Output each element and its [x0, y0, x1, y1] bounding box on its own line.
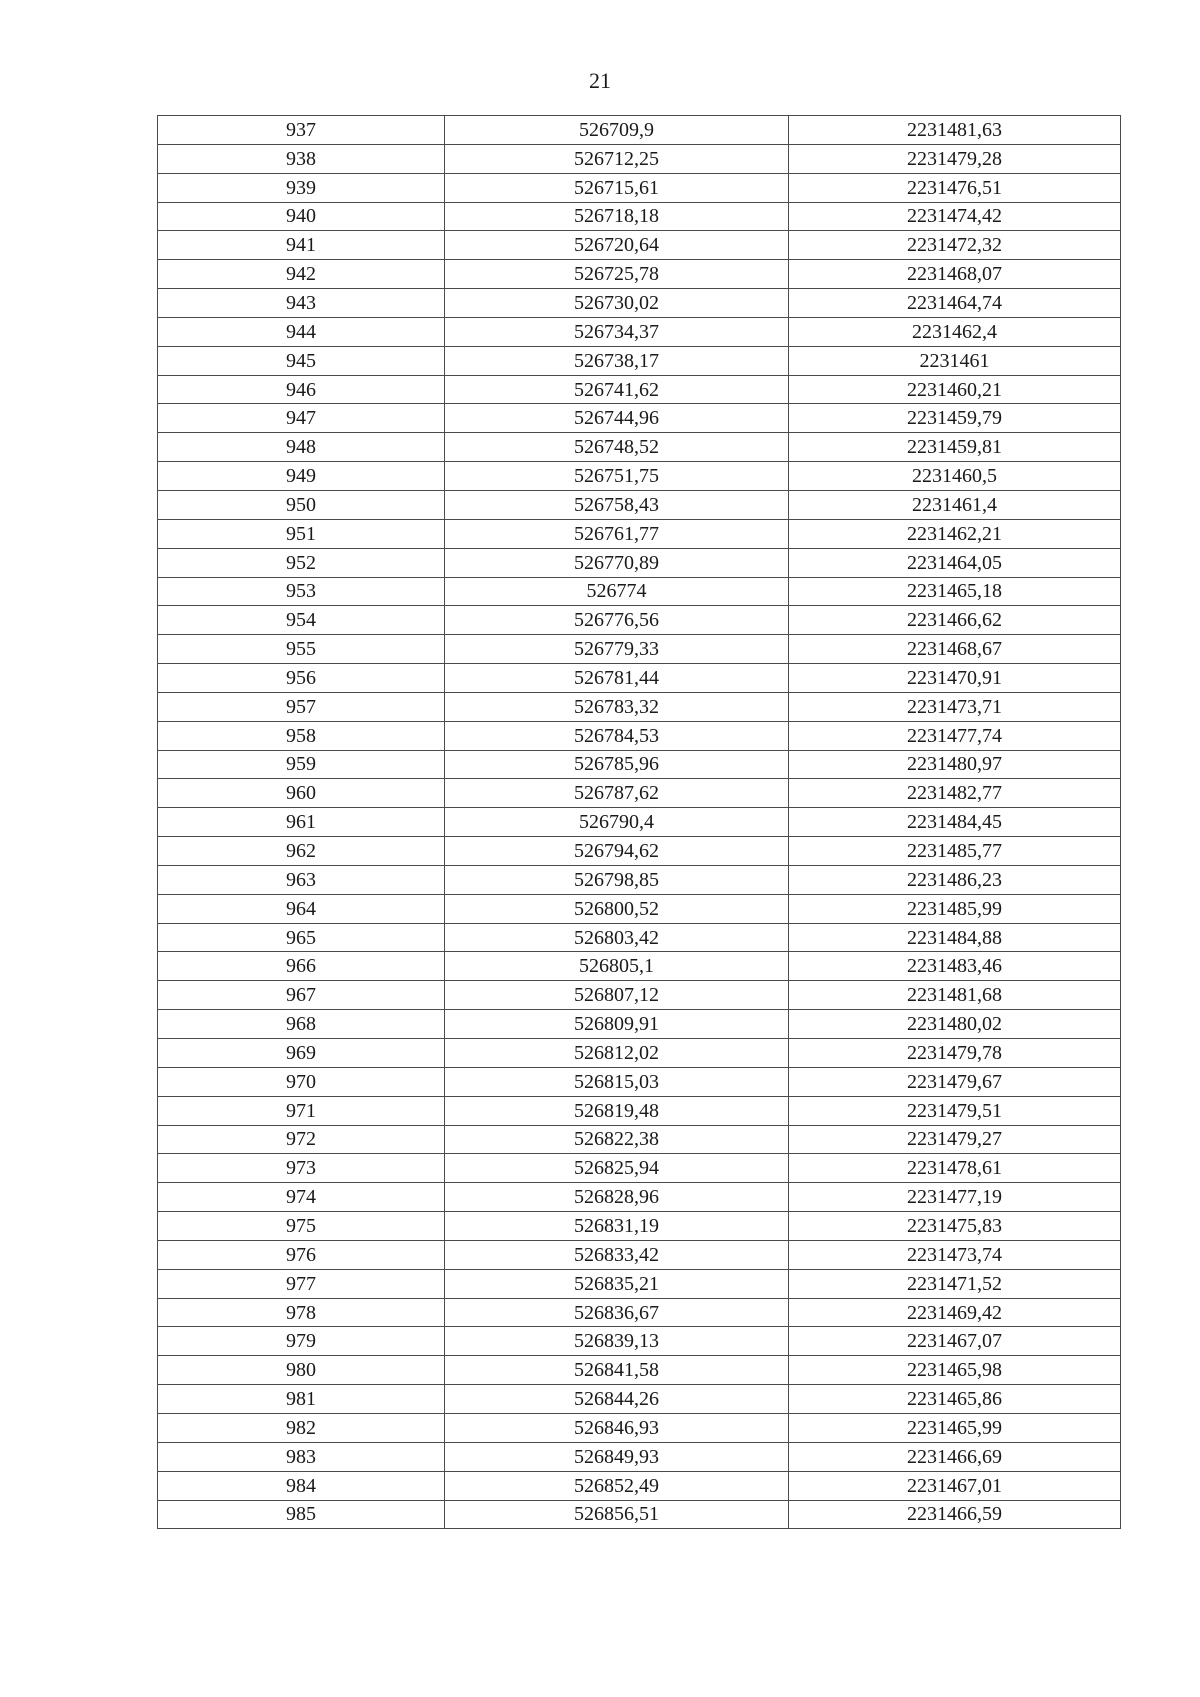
- y-coordinate-cell: 2231461,4: [789, 490, 1121, 519]
- point-number-cell: 979: [158, 1327, 445, 1356]
- x-coordinate-cell: 526758,43: [445, 490, 789, 519]
- table-row: [158, 519, 1121, 548]
- x-coordinate-cell: 526856,51: [445, 1500, 789, 1529]
- point-number-cell: 966: [158, 952, 445, 981]
- point-number-cell: 961: [158, 808, 445, 837]
- table-row: [158, 981, 1121, 1010]
- point-number-cell: 962: [158, 837, 445, 866]
- x-coordinate-cell: 526738,17: [445, 346, 789, 375]
- x-coordinate-cell: 526809,91: [445, 1010, 789, 1039]
- y-coordinate-cell: 2231460,5: [789, 462, 1121, 491]
- y-coordinate-cell: 2231469,42: [789, 1298, 1121, 1327]
- x-coordinate-cell: 526785,96: [445, 750, 789, 779]
- y-coordinate-cell: 2231473,74: [789, 1240, 1121, 1269]
- point-number-cell: 942: [158, 260, 445, 289]
- table-row: [158, 923, 1121, 952]
- table-row: [158, 548, 1121, 577]
- y-coordinate-cell: 2231471,52: [789, 1269, 1121, 1298]
- y-coordinate-cell: 2231465,99: [789, 1413, 1121, 1442]
- point-number-cell: 949: [158, 462, 445, 491]
- point-number-cell: 968: [158, 1010, 445, 1039]
- table-row: [158, 260, 1121, 289]
- table-row: [158, 1096, 1121, 1125]
- x-coordinate-cell: 526844,26: [445, 1385, 789, 1414]
- point-number-cell: 967: [158, 981, 445, 1010]
- y-coordinate-cell: 2231478,61: [789, 1154, 1121, 1183]
- y-coordinate-cell: 2231461: [789, 346, 1121, 375]
- table-row: [158, 750, 1121, 779]
- x-coordinate-cell: 526800,52: [445, 894, 789, 923]
- point-number-cell: 948: [158, 433, 445, 462]
- point-number-cell: 972: [158, 1125, 445, 1154]
- x-coordinate-cell: 526839,13: [445, 1327, 789, 1356]
- point-number-cell: 947: [158, 404, 445, 433]
- y-coordinate-cell: 2231459,81: [789, 433, 1121, 462]
- y-coordinate-cell: 2231479,67: [789, 1067, 1121, 1096]
- y-coordinate-cell: 2231479,28: [789, 144, 1121, 173]
- point-number-cell: 953: [158, 577, 445, 606]
- y-coordinate-cell: 2231466,62: [789, 606, 1121, 635]
- table-row: [158, 1125, 1121, 1154]
- table-row: [158, 116, 1121, 145]
- point-number-cell: 946: [158, 375, 445, 404]
- table-row: [158, 1442, 1121, 1471]
- point-number-cell: 958: [158, 721, 445, 750]
- table-row: [158, 490, 1121, 519]
- x-coordinate-cell: 526828,96: [445, 1183, 789, 1212]
- table-row: [158, 1500, 1121, 1529]
- table-row: [158, 952, 1121, 981]
- point-number-cell: 952: [158, 548, 445, 577]
- table-row: [158, 808, 1121, 837]
- y-coordinate-cell: 2231485,77: [789, 837, 1121, 866]
- y-coordinate-cell: 2231484,88: [789, 923, 1121, 952]
- x-coordinate-cell: 526836,67: [445, 1298, 789, 1327]
- table-row: [158, 1212, 1121, 1241]
- table-row: [158, 144, 1121, 173]
- x-coordinate-cell: 526779,33: [445, 635, 789, 664]
- y-coordinate-cell: 2231474,42: [789, 202, 1121, 231]
- y-coordinate-cell: 2231484,45: [789, 808, 1121, 837]
- point-number-cell: 943: [158, 289, 445, 318]
- table-row: [158, 692, 1121, 721]
- coordinates-table: [157, 115, 1121, 1529]
- x-coordinate-cell: 526718,18: [445, 202, 789, 231]
- table-row: [158, 606, 1121, 635]
- coordinates-table-body: [158, 116, 1121, 1529]
- point-number-cell: 954: [158, 606, 445, 635]
- table-row: [158, 289, 1121, 318]
- x-coordinate-cell: 526744,96: [445, 404, 789, 433]
- y-coordinate-cell: 2231462,4: [789, 317, 1121, 346]
- point-number-cell: 951: [158, 519, 445, 548]
- point-number-cell: 939: [158, 173, 445, 202]
- x-coordinate-cell: 526774: [445, 577, 789, 606]
- x-coordinate-cell: 526715,61: [445, 173, 789, 202]
- table-row: [158, 1067, 1121, 1096]
- table-row: [158, 317, 1121, 346]
- table-row: [158, 635, 1121, 664]
- point-number-cell: 985: [158, 1500, 445, 1529]
- table-row: [158, 1356, 1121, 1385]
- x-coordinate-cell: 526833,42: [445, 1240, 789, 1269]
- y-coordinate-cell: 2231477,74: [789, 721, 1121, 750]
- point-number-cell: 978: [158, 1298, 445, 1327]
- point-number-cell: 971: [158, 1096, 445, 1125]
- y-coordinate-cell: 2231481,63: [789, 116, 1121, 145]
- point-number-cell: 973: [158, 1154, 445, 1183]
- x-coordinate-cell: 526725,78: [445, 260, 789, 289]
- x-coordinate-cell: 526835,21: [445, 1269, 789, 1298]
- x-coordinate-cell: 526846,93: [445, 1413, 789, 1442]
- point-number-cell: 969: [158, 1039, 445, 1068]
- y-coordinate-cell: 2231475,83: [789, 1212, 1121, 1241]
- y-coordinate-cell: 2231470,91: [789, 664, 1121, 693]
- x-coordinate-cell: 526805,1: [445, 952, 789, 981]
- table-row: [158, 664, 1121, 693]
- x-coordinate-cell: 526812,02: [445, 1039, 789, 1068]
- table-row: [158, 1183, 1121, 1212]
- table-row: [158, 1010, 1121, 1039]
- x-coordinate-cell: 526748,52: [445, 433, 789, 462]
- table-row: [158, 404, 1121, 433]
- y-coordinate-cell: 2231480,97: [789, 750, 1121, 779]
- x-coordinate-cell: 526822,38: [445, 1125, 789, 1154]
- table-row: [158, 433, 1121, 462]
- x-coordinate-cell: 526852,49: [445, 1471, 789, 1500]
- point-number-cell: 959: [158, 750, 445, 779]
- x-coordinate-cell: 526734,37: [445, 317, 789, 346]
- point-number-cell: 963: [158, 865, 445, 894]
- y-coordinate-cell: 2231472,32: [789, 231, 1121, 260]
- y-coordinate-cell: 2231467,07: [789, 1327, 1121, 1356]
- y-coordinate-cell: 2231479,51: [789, 1096, 1121, 1125]
- y-coordinate-cell: 2231459,79: [789, 404, 1121, 433]
- y-coordinate-cell: 2231473,71: [789, 692, 1121, 721]
- point-number-cell: 976: [158, 1240, 445, 1269]
- table-row: [158, 1240, 1121, 1269]
- point-number-cell: 945: [158, 346, 445, 375]
- y-coordinate-cell: 2231483,46: [789, 952, 1121, 981]
- x-coordinate-cell: 526709,9: [445, 116, 789, 145]
- x-coordinate-cell: 526787,62: [445, 779, 789, 808]
- point-number-cell: 965: [158, 923, 445, 952]
- table-row: [158, 173, 1121, 202]
- point-number-cell: 981: [158, 1385, 445, 1414]
- x-coordinate-cell: 526819,48: [445, 1096, 789, 1125]
- x-coordinate-cell: 526798,85: [445, 865, 789, 894]
- y-coordinate-cell: 2231466,69: [789, 1442, 1121, 1471]
- table-row: [158, 894, 1121, 923]
- y-coordinate-cell: 2231480,02: [789, 1010, 1121, 1039]
- x-coordinate-cell: 526783,32: [445, 692, 789, 721]
- x-coordinate-cell: 526815,03: [445, 1067, 789, 1096]
- point-number-cell: 940: [158, 202, 445, 231]
- point-number-cell: 980: [158, 1356, 445, 1385]
- table-row: [158, 1154, 1121, 1183]
- x-coordinate-cell: 526807,12: [445, 981, 789, 1010]
- point-number-cell: 975: [158, 1212, 445, 1241]
- x-coordinate-cell: 526849,93: [445, 1442, 789, 1471]
- y-coordinate-cell: 2231486,23: [789, 865, 1121, 894]
- point-number-cell: 955: [158, 635, 445, 664]
- x-coordinate-cell: 526803,42: [445, 923, 789, 952]
- point-number-cell: 944: [158, 317, 445, 346]
- point-number-cell: 960: [158, 779, 445, 808]
- point-number-cell: 950: [158, 490, 445, 519]
- point-number-cell: 983: [158, 1442, 445, 1471]
- point-number-cell: 956: [158, 664, 445, 693]
- y-coordinate-cell: 2231465,98: [789, 1356, 1121, 1385]
- point-number-cell: 977: [158, 1269, 445, 1298]
- page-number: 21: [589, 68, 611, 93]
- x-coordinate-cell: 526730,02: [445, 289, 789, 318]
- table-row: [158, 1269, 1121, 1298]
- y-coordinate-cell: 2231476,51: [789, 173, 1121, 202]
- point-number-cell: 964: [158, 894, 445, 923]
- x-coordinate-cell: 526741,62: [445, 375, 789, 404]
- point-number-cell: 982: [158, 1413, 445, 1442]
- table-row: [158, 375, 1121, 404]
- x-coordinate-cell: 526841,58: [445, 1356, 789, 1385]
- x-coordinate-cell: 526751,75: [445, 462, 789, 491]
- x-coordinate-cell: 526825,94: [445, 1154, 789, 1183]
- table-row: [158, 462, 1121, 491]
- table-row: [158, 865, 1121, 894]
- y-coordinate-cell: 2231462,21: [789, 519, 1121, 548]
- table-row: [158, 231, 1121, 260]
- y-coordinate-cell: 2231485,99: [789, 894, 1121, 923]
- table-row: [158, 721, 1121, 750]
- x-coordinate-cell: 526776,56: [445, 606, 789, 635]
- x-coordinate-cell: 526770,89: [445, 548, 789, 577]
- table-row: [158, 1298, 1121, 1327]
- y-coordinate-cell: 2231465,86: [789, 1385, 1121, 1414]
- table-row: [158, 1039, 1121, 1068]
- table-row: [158, 1327, 1121, 1356]
- table-row: [158, 346, 1121, 375]
- table-row: [158, 202, 1121, 231]
- x-coordinate-cell: 526794,62: [445, 837, 789, 866]
- point-number-cell: 938: [158, 144, 445, 173]
- point-number-cell: 974: [158, 1183, 445, 1212]
- y-coordinate-cell: 2231479,27: [789, 1125, 1121, 1154]
- y-coordinate-cell: 2231464,74: [789, 289, 1121, 318]
- point-number-cell: 957: [158, 692, 445, 721]
- point-number-cell: 984: [158, 1471, 445, 1500]
- y-coordinate-cell: 2231464,05: [789, 548, 1121, 577]
- table-row: [158, 1385, 1121, 1414]
- table-row: [158, 1471, 1121, 1500]
- x-coordinate-cell: 526784,53: [445, 721, 789, 750]
- x-coordinate-cell: 526781,44: [445, 664, 789, 693]
- y-coordinate-cell: 2231482,77: [789, 779, 1121, 808]
- y-coordinate-cell: 2231468,07: [789, 260, 1121, 289]
- y-coordinate-cell: 2231460,21: [789, 375, 1121, 404]
- point-number-cell: 941: [158, 231, 445, 260]
- table-row: [158, 1413, 1121, 1442]
- point-number-cell: 970: [158, 1067, 445, 1096]
- y-coordinate-cell: 2231479,78: [789, 1039, 1121, 1068]
- x-coordinate-cell: 526831,19: [445, 1212, 789, 1241]
- y-coordinate-cell: 2231466,59: [789, 1500, 1121, 1529]
- table-row: [158, 837, 1121, 866]
- point-number-cell: 937: [158, 116, 445, 145]
- x-coordinate-cell: 526720,64: [445, 231, 789, 260]
- y-coordinate-cell: 2231468,67: [789, 635, 1121, 664]
- y-coordinate-cell: 2231467,01: [789, 1471, 1121, 1500]
- table-row: [158, 779, 1121, 808]
- x-coordinate-cell: 526790,4: [445, 808, 789, 837]
- y-coordinate-cell: 2231481,68: [789, 981, 1121, 1010]
- x-coordinate-cell: 526712,25: [445, 144, 789, 173]
- table-row: [158, 577, 1121, 606]
- y-coordinate-cell: 2231477,19: [789, 1183, 1121, 1212]
- y-coordinate-cell: 2231465,18: [789, 577, 1121, 606]
- x-coordinate-cell: 526761,77: [445, 519, 789, 548]
